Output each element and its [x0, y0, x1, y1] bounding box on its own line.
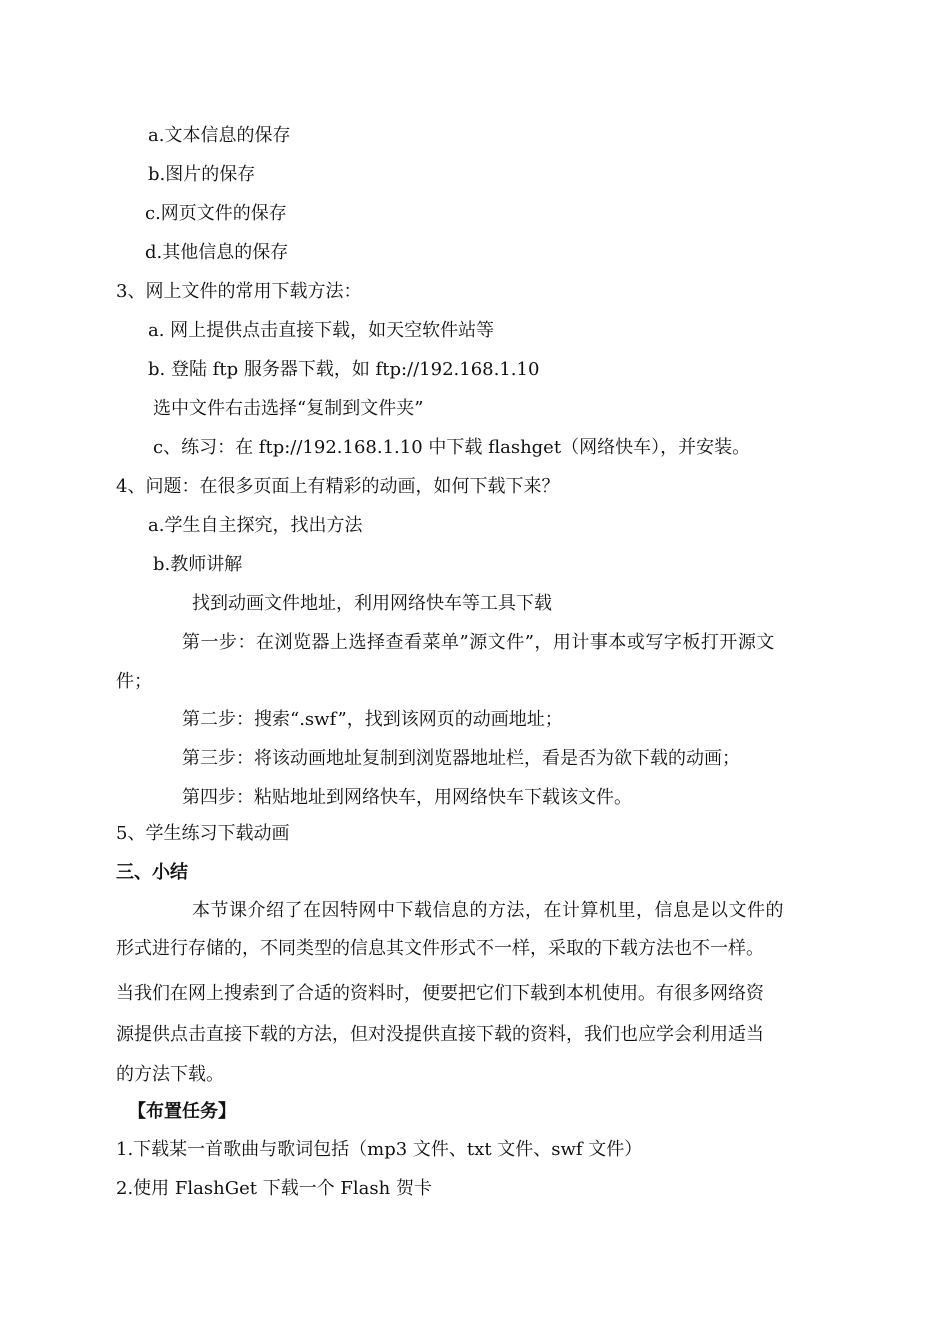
- step-1: 第一步：在浏览器上选择查看菜单”源文件”，用计事本或写字板打开源文: [182, 632, 775, 653]
- item-3c-practice: c、练习：在 ftp://192.168.1.10 中下载 flashget（网络快车），并安装。: [153, 437, 751, 458]
- task-heading: 【布置任务】: [128, 1101, 236, 1122]
- step-2: 第二步：搜索“.swf”，找到该网页的动画地址；: [182, 709, 563, 730]
- summary-line-3: 当我们在网上搜索到了合适的资料时，便要把它们下载到本机使用。有很多网络资: [116, 983, 764, 1004]
- item-4a: a.学生自主探究，找出方法: [148, 515, 363, 536]
- item-4b: b.教师讲解: [153, 554, 243, 575]
- item-c-webpage-save: c.网页文件的保存: [145, 203, 287, 224]
- item-d-other-save: d.其他信息的保存: [145, 242, 289, 263]
- step-3: 第三步：将该动画地址复制到浏览器地址栏，看是否为欲下载的动画；: [182, 748, 740, 769]
- step-1-continued: 件；: [116, 671, 152, 692]
- task-1: 1.下载某一首歌曲与歌词包括（mp3 文件、txt 文件、swf 文件）: [116, 1139, 643, 1160]
- summary-line-5: 的方法下载。: [116, 1064, 224, 1085]
- summary-line-2: 形式进行存储的，不同类型的信息其文件形式不一样，采取的下载方法也不一样。: [116, 938, 764, 959]
- section-3-heading: 3、网上文件的常用下载方法：: [116, 281, 362, 302]
- item-4b-detail: 找到动画文件地址，利用网络快车等工具下载: [192, 593, 552, 614]
- item-a-text-save: a.文本信息的保存: [148, 125, 291, 146]
- item-b-image-save: b.图片的保存: [148, 164, 256, 185]
- section-5-heading: 5、学生练习下载动画: [116, 823, 290, 844]
- summary-line-1: 本节课介绍了在因特网中下载信息的方法，在计算机里，信息是以文件的: [192, 900, 784, 921]
- task-2: 2.使用 FlashGet 下载一个 Flash 贺卡: [116, 1178, 432, 1199]
- item-3a: a. 网上提供点击直接下载，如天空软件站等: [148, 320, 495, 341]
- section-4-heading: 4、问题：在很多页面上有精彩的动画，如何下载下来？: [116, 476, 560, 497]
- step-4: 第四步：粘贴地址到网络快车，用网络快车下载该文件。: [182, 787, 632, 808]
- summary-line-4: 源提供点击直接下载的方法，但对没提供直接下载的资料，我们也应学会利用适当: [116, 1024, 764, 1045]
- item-3b-detail: 选中文件右击选择“复制到文件夹”: [153, 398, 424, 419]
- item-3b: b. 登陆 ftp 服务器下载，如 ftp://192.168.1.10: [148, 359, 540, 380]
- summary-heading: 三、小结: [116, 862, 188, 883]
